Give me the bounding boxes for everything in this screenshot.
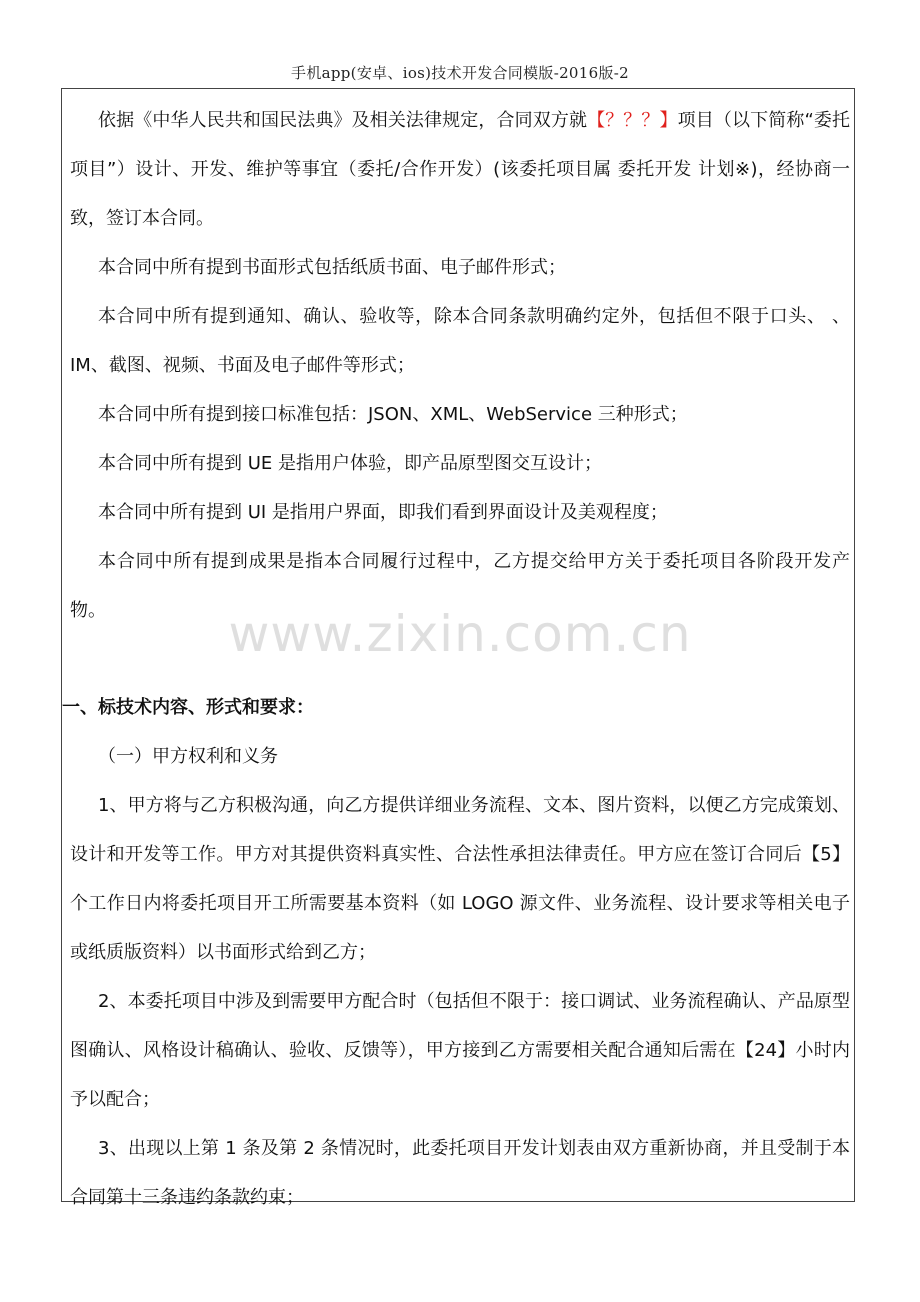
watermark: www.zixin.com.cn [228,605,692,663]
intro-paragraph-4: 本合同中所有提到接口标准包括：JSON、XML、WebService 三种形式； [98,404,688,425]
sub-heading: （一）甲方权利和义务 [98,746,278,767]
page-header: 手机app(安卓、ios)技术开发合同模版-2016版-2 [291,64,629,82]
intro-text-before: 依据《中华人民共和国民法典》及相关法律规定，合同双方就 [98,110,588,131]
section-heading: 一、标技术内容、形式和要求： [62,697,314,718]
intro-paragraph-5: 本合同中所有提到 UE 是指用户体验，即产品原型图交互设计； [98,453,602,474]
intro-paragraph-3: 本合同中所有提到通知、确认、验收等，除本合同条款明确约定外，包括但不限于口头、 、IM、截图、视频、书面及电子邮件等形式； [70,306,850,376]
clause-item-1: 1、甲方将与乙方积极沟通，向乙方提供详细业务流程、文本、图片资料，以便乙方完成策划、设计和开发等工作。甲方对其提供资料真实性、合法性承担法律责任。甲方应在签订合同后【5】个工作日内将委托项目开工所需要基本资料（如 LOGO 源文件、业务流程、设计要求等相关电子或纸质版资料）以书面形式给到乙方； [70,795,850,963]
intro-paragraph-6: 本合同中所有提到 UI 是指用户界面，即我们看到界面设计及美观程度； [98,502,668,523]
project-name-placeholder: 【？？？】 [587,110,678,131]
clause-item-3: 3、出现以上第 1 条及第 2 条情况时，此委托项目开发计划表由双方重新协商，并且受制于本合同第十三条违约条款约束； [70,1138,850,1208]
intro-paragraph-1 [70,96,850,243]
intro-paragraph-2: 本合同中所有提到书面形式包括纸质书面、电子邮件形式； [98,257,566,278]
clause-item-2: 2、本委托项目中涉及到需要甲方配合时（包括但不限于：接口调试、业务流程确认、产品原型图确认、风格设计稿确认、验收、反馈等），甲方接到乙方需要相关配合通知后需在【24】小时内予以配合； [70,991,850,1110]
document-body [62,96,851,1222]
intro-text-after: 项目（以下简称“委托项目”）设计、开发、维护等事宜（委托/合作开发）(该委托项目属 委托开发 计划※)，经协商一致，签订本合同。 [70,110,851,229]
intro-paragraph-7: 本合同中所有提到成果是指本合同履行过程中，乙方提交给甲方关于委托项目各阶段开发产物。 [70,551,850,621]
spacer [70,635,850,683]
